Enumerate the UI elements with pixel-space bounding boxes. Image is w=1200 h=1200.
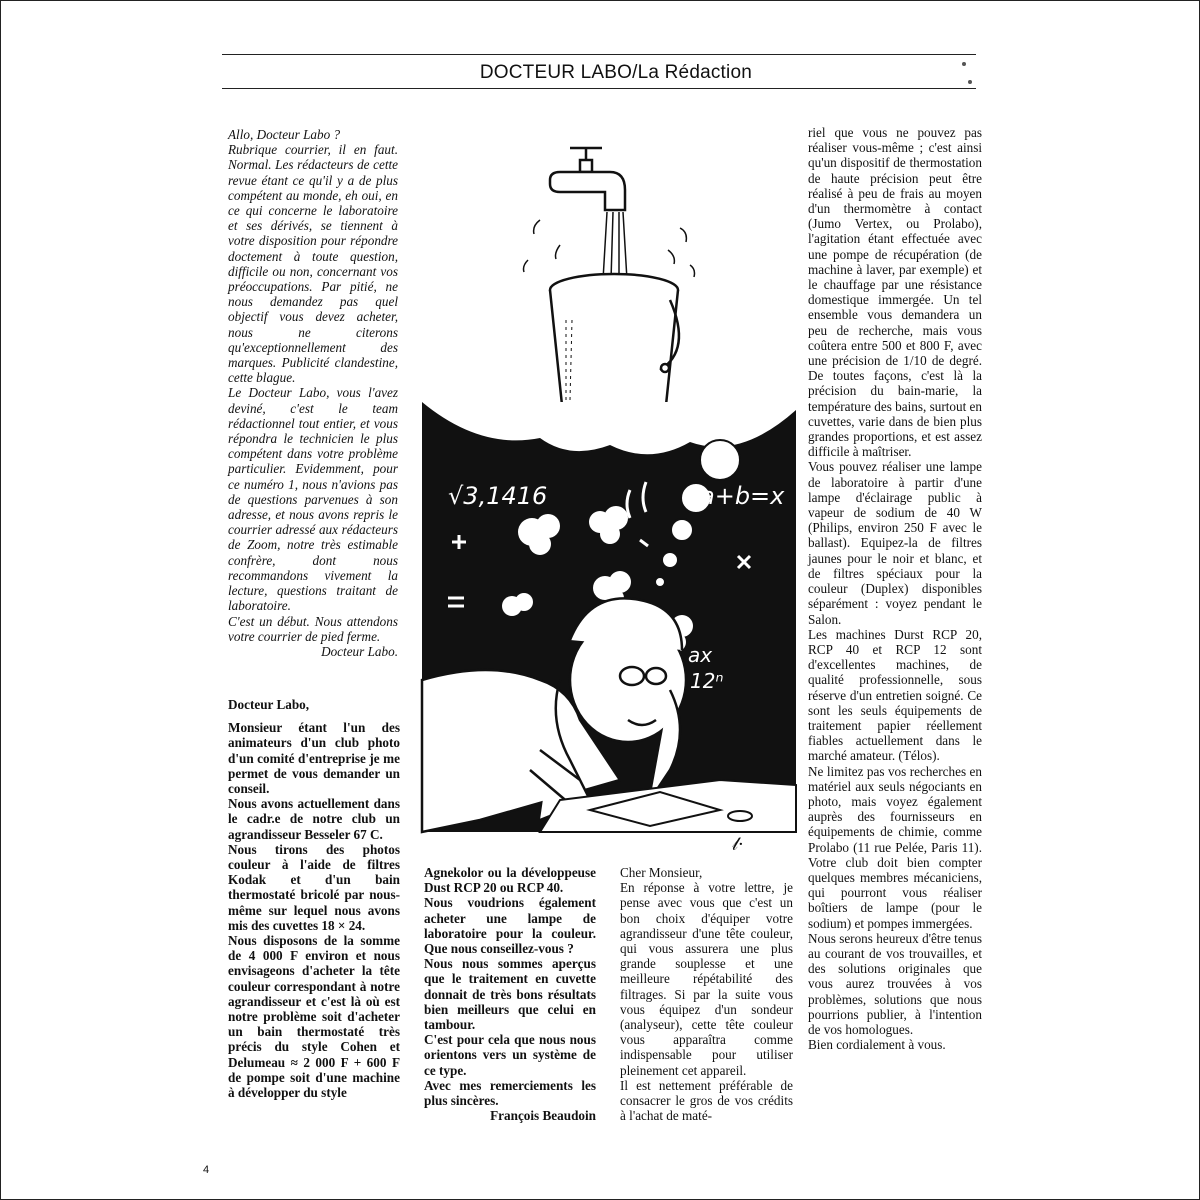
letter-paragraph: Nous disposons de la somme de 4 000 F environ et nous envisageons d'acheter la tête couleur correspondant à notre agrandisseur et c'est là où est notre problème soit d'acheter un bain thermostaté très précis du style Cohen et Delumeau ≈ 2 000 F + 600 F de pompe soit d'une machine à développer du style	[228, 933, 400, 1101]
letter-paragraph: C'est pour cela que nous nous orientons vers un système de ce type.	[424, 1032, 596, 1078]
faucet-icon	[550, 148, 625, 210]
letter-paragraph: Agnekolor ou la développeuse Dust RCP 20 ou RCP 40.	[424, 865, 596, 896]
letter-signature: François Beaudoin	[490, 1108, 596, 1124]
formula-sqrt: √3,1416	[448, 482, 548, 510]
reply-paragraph: Ne limitez pas vos recherches en matériel aux seuls négociants en photo, mais voyez également auprès des fournisseurs en équipements de chimie, comme Prolabo (11 rue Pelée, Paris 11). Votre club doit bien compter quelques membres mécaniciens, qui pourront vous réaliser boîtiers de lampe (pour le sodium) et pompes immergées.	[808, 763, 982, 931]
intro-paragraph: C'est un début. Nous attendons votre courrier de pied ferme.	[228, 613, 398, 644]
letter-column-2	[424, 865, 596, 1123]
page-number: 4	[203, 1164, 210, 1176]
formula-12n: 12ⁿ	[690, 669, 724, 693]
scan-mark	[962, 62, 966, 66]
reply-paragraph: Vous pouvez réaliser une lampe de laboratoire à partir d'une lampe d'éclairage public à vapeur de sodium de 40 W (Philips, environ 250 F avec le ballast). Equipez-la de filtres jaunes pour le noir et blanc, et de filtres spéciaux pour la couleur (Duplex) disponibles séparément : voyez pendant le Salon.	[808, 459, 982, 627]
reply-paragraph: Nous serons heureux d'être tenus au courant de vos trouvailles, et des solutions originales que vous aurez trouvées à vos problèmes, solutions que nous pourrions publier, à l'intention de vos homologues.	[808, 930, 982, 1037]
reply-paragraph: Les machines Durst RCP 20, RCP 40 et RCP 12 sont d'excellentes machines, de qualité professionnelle, sous réserve d'un entretien soigné. Ce sont les seuls équipements de traitement papier réellement fiables actuellement dans le marché amateur. (Télos).	[808, 626, 982, 764]
formula-sum: a+b=x	[700, 482, 785, 510]
intro-column	[228, 127, 398, 659]
bucket-icon	[550, 274, 679, 413]
letter-paragraph: Monsieur étant l'un des animateurs d'un club photo d'un comité d'entreprise je me permet de vous demander un conseil.	[228, 720, 400, 797]
reply-paragraph: Bien cordialement à vous.	[808, 1037, 946, 1053]
reply-paragraph: En réponse à votre lettre, je pense avec vous que c'est un bon choix d'équiper votre agrandisseur d'une tête couleur, qui vous assurera une plus grande souplesse et une meilleure répétabilité des filtrages. Si par la suite vous vous équipez d'un sondeur (analyseur), cette tête couleur vous apparaîtra comme indispensable pour utiliser pleinement cet appareil.	[620, 880, 793, 1078]
reply-column-4	[808, 125, 982, 1052]
scan-mark	[968, 80, 972, 84]
formula-ax: ax	[688, 643, 713, 667]
cartoon-illustration	[420, 120, 798, 860]
reply-salutation: Cher Monsieur,	[620, 865, 703, 880]
reply-paragraph: Il est nettement préférable de consacrer le gros de vos crédits à l'achat de maté-	[620, 1077, 793, 1124]
reply-column-3	[620, 865, 793, 1123]
letter-paragraph: Nous avons actuellement dans le cadr.e de notre club un agrandisseur Besseler 67 C.	[228, 796, 400, 842]
artist-signature: 𝓁·	[732, 834, 744, 855]
letter-paragraph: Nous voudrions également acheter une lampe de laboratoire pour la couleur. Que nous conseillez-vous ?	[424, 895, 596, 957]
page-title: DOCTEUR LABO/La Rédaction	[479, 62, 752, 83]
letter-column-1	[228, 697, 400, 1100]
intro-paragraph: Le Docteur Labo, vous l'avez deviné, c'est le team rédactionnel tout entier, et vous répondra le technicien le plus compétent dans votre problème particulier. Evidemment, pour ce numéro 1, nous n'avions pas de questions parvenues à son adresse, et nous avons repris le courrier adressé aux rédacteurs de Zoom, notre très estimable confrère, dont nous recommandons vivement la lecture, questions traitant de laboratoire.	[228, 385, 398, 614]
letter-paragraph: Avec mes remerciements les plus sincères.	[424, 1077, 596, 1109]
letter-paragraph: Nous nous sommes aperçus que le traitement en cuvette donnait de très bons résultats bien meilleurs que celui en tambour.	[424, 956, 596, 1033]
header-rule-top	[222, 54, 976, 55]
letter-paragraph: Nous tirons des photos couleur à l'aide de filtres Kodak et d'un bain thermostaté bricolé par nous-même sur lequel nous avons mis des cuvettes 18 × 24.	[228, 841, 400, 933]
header-rule-bottom	[222, 88, 976, 89]
intro-paragraph: Rubrique courrier, il en faut. Normal. Les rédacteurs de cette revue étant ce qu'il y a de plus compétent au monde, eh oui, en ce qui concerne le laboratoire et ses dérivés, se tiennent à votre disposition pour répondre doctement à toute question, difficile ou non, concernant vos préoccupations. Par pitié, ne nous demandez pas quel objectif vous devez acheter, nous ne citerons qu'exceptionnellement des marques. Publicité clandestine, cette blague.	[228, 142, 398, 386]
reply-paragraph: riel que vous ne pouvez pas réaliser vous-même ; c'est ainsi qu'un dispositif de thermostation de haute précision peut être réalisé à peu de frais au moyen d'un thermomètre à contact (Jumo Vertex, ou Prolabo), l'agitation étant effectuée avec une pompe de récupération (de machine à laver, par exemple) et le chauffage par une résistance domestique immergée. Un tel ensemble vous demandera un peu de recherche, mais vous coûtera entre 500 et 800 F, avec une précision de 1/10 de degré. De toutes façons, c'est là la précision du bain-marie, la température des bains, surtout en cuvettes, varie dans de bien plus grandes proportions, et est assez difficile à maîtriser.	[808, 125, 982, 460]
letter-salutation: Docteur Labo,	[228, 697, 310, 712]
intro-signature: Docteur Labo.	[321, 643, 398, 659]
intro-paragraph: Allo, Docteur Labo ?	[228, 127, 341, 142]
water-stream	[524, 212, 695, 280]
